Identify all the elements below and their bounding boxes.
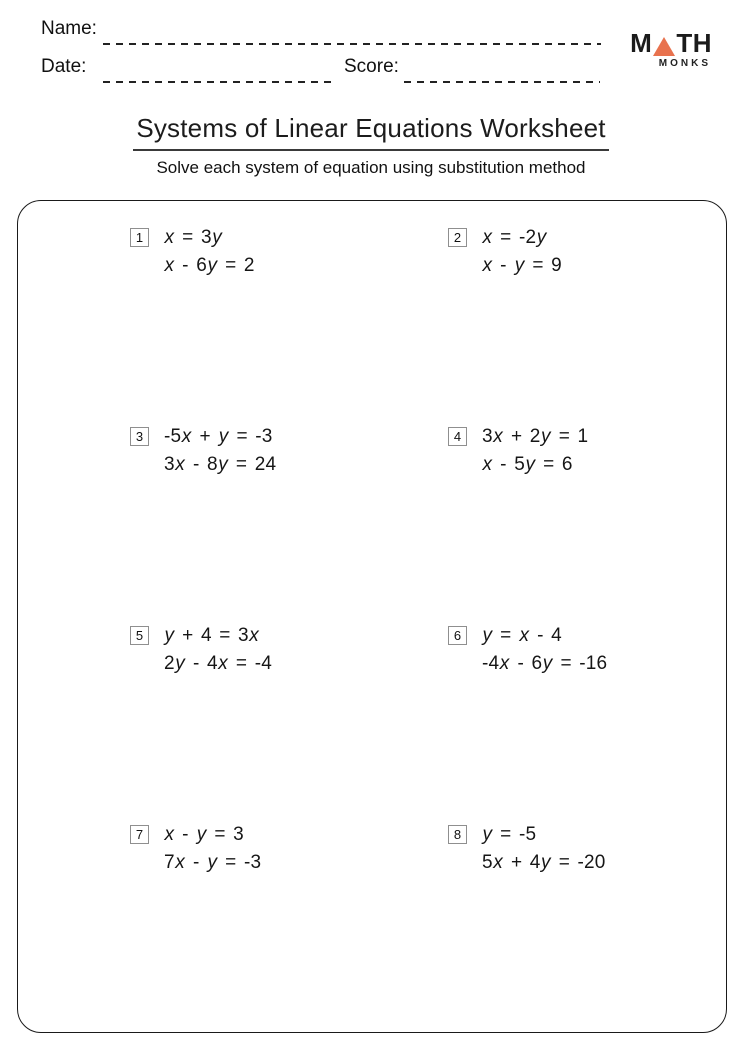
problem-number-badge: 5 xyxy=(130,626,149,645)
problems-grid xyxy=(18,201,726,1032)
equation-line: y = x - 4 xyxy=(482,625,562,646)
math-variable: y xyxy=(514,255,525,276)
math-variable: x xyxy=(175,454,185,475)
math-variable: y xyxy=(525,454,536,475)
problem-number-badge: 7 xyxy=(130,825,149,844)
math-variable: y xyxy=(536,227,547,248)
logo-text-th: TH xyxy=(676,28,712,58)
equation-line: 2y - 4x = -4 xyxy=(164,653,273,674)
math-variable: y xyxy=(218,426,229,447)
math-variable: x xyxy=(482,454,493,475)
equation-line: x - y = 9 xyxy=(482,255,562,276)
problems-box xyxy=(17,200,727,1033)
logo-subtext: MONKS xyxy=(658,58,711,69)
equation-line: x = 3y xyxy=(164,227,222,248)
math-variable: y xyxy=(541,426,551,447)
problem-7 xyxy=(130,821,448,1020)
math-variable: y xyxy=(207,255,218,276)
math-variable: y xyxy=(207,852,218,873)
equation-lines xyxy=(482,423,588,479)
equation-line: -5x + y = -3 xyxy=(164,426,273,447)
math-variable: y xyxy=(164,625,175,646)
problem-3 xyxy=(130,423,448,622)
problem-5 xyxy=(130,622,448,821)
equation-line: y = -5 xyxy=(482,824,537,845)
equation-lines xyxy=(482,821,606,877)
score-label: Score: xyxy=(344,56,399,77)
equation-line: x - 6y = 2 xyxy=(164,255,255,276)
math-variable: y xyxy=(482,625,493,646)
problem-number-badge: 6 xyxy=(448,626,467,645)
equation-line: 5x + 4y = -20 xyxy=(482,852,606,873)
math-variable: y xyxy=(212,227,222,248)
logo-triangle-icon xyxy=(653,37,675,56)
equation-lines xyxy=(164,821,261,877)
score-fill-line xyxy=(404,81,600,83)
equation-line: x - y = 3 xyxy=(164,824,244,845)
math-variable: y xyxy=(218,454,228,475)
equation-lines xyxy=(482,622,607,678)
problem-4 xyxy=(448,423,726,622)
logo-wordmark xyxy=(630,30,712,56)
math-monks-logo xyxy=(630,30,712,69)
problem-number-badge: 1 xyxy=(130,228,149,247)
math-variable: x xyxy=(164,227,175,248)
math-variable: y xyxy=(541,852,551,873)
math-variable: x xyxy=(499,653,510,674)
math-variable: x xyxy=(519,625,530,646)
math-variable: x xyxy=(164,824,175,845)
problem-2 xyxy=(448,224,726,423)
equation-lines xyxy=(482,224,562,280)
equation-line: x = -2y xyxy=(482,227,547,248)
math-variable: x xyxy=(493,852,503,873)
math-variable: x xyxy=(482,255,493,276)
math-variable: x xyxy=(218,653,228,674)
problem-6 xyxy=(448,622,726,821)
math-variable: y xyxy=(482,824,493,845)
math-variable: x xyxy=(249,625,259,646)
equation-line: x - 5y = 6 xyxy=(482,454,573,475)
instruction-text: Solve each system of equation using substitution method xyxy=(156,158,586,177)
equation-lines xyxy=(164,224,255,280)
date-fill-line xyxy=(103,81,331,83)
math-variable: x xyxy=(482,227,493,248)
problem-number-badge: 2 xyxy=(448,228,467,247)
logo-text-m: M xyxy=(630,28,653,58)
date-label: Date: xyxy=(41,56,87,77)
math-variable: y xyxy=(175,653,185,674)
math-variable: y xyxy=(196,824,207,845)
math-variable: y xyxy=(542,653,553,674)
name-label: Name: xyxy=(41,18,97,39)
name-fill-line xyxy=(103,43,601,45)
math-variable: x xyxy=(175,852,185,873)
math-variable: x xyxy=(181,426,192,447)
problem-number-badge: 3 xyxy=(130,427,149,446)
equation-line: 3x - 8y = 24 xyxy=(164,454,277,475)
equation-lines xyxy=(164,622,272,678)
equation-line: 3x + 2y = 1 xyxy=(482,426,589,447)
equation-lines xyxy=(164,423,276,479)
equation-line: y + 4 = 3x xyxy=(164,625,259,646)
problem-number-badge: 4 xyxy=(448,427,467,446)
problem-number-badge: 8 xyxy=(448,825,467,844)
problem-8 xyxy=(448,821,726,1020)
page-title: Systems of Linear Equations Worksheet xyxy=(133,113,608,151)
title-block xyxy=(0,113,742,178)
math-variable: x xyxy=(493,426,503,447)
equation-line: 7x - y = -3 xyxy=(164,852,262,873)
equation-line: -4x - 6y = -16 xyxy=(482,653,608,674)
math-variable: x xyxy=(164,255,175,276)
problem-1 xyxy=(130,224,448,423)
